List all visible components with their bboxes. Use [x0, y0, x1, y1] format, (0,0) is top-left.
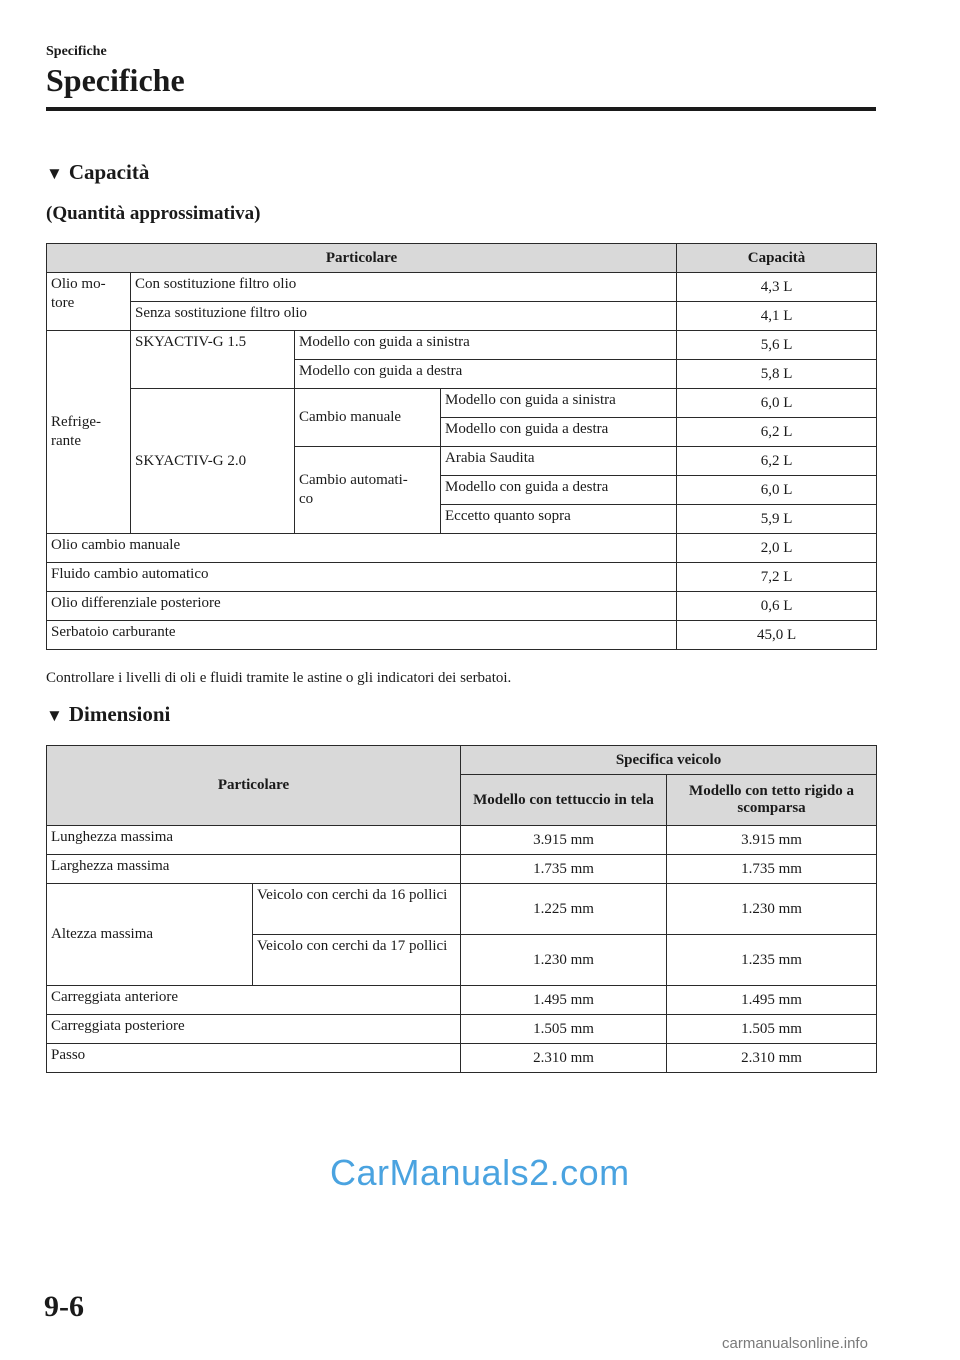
row-item: Modello con guida a destra [295, 360, 677, 389]
row-value: 1.230 mm [461, 935, 667, 986]
table-row [47, 273, 877, 302]
row-value: 6,0 L [677, 389, 877, 418]
row-item: Modello con guida a sinistra [441, 389, 677, 418]
capacita-heading-text: Capacità [68, 160, 150, 184]
watermark-logo: CarManuals2.com [330, 1152, 630, 1193]
row-item: Eccetto quanto sopra [441, 505, 677, 534]
col-particolare: Particolare [47, 244, 677, 273]
row-value: 5,6 L [677, 331, 877, 360]
row-value: 7,2 L [677, 563, 877, 592]
row-item: Carreggiata posteriore [47, 1015, 461, 1044]
altezza-label: Altezza massima [47, 884, 253, 986]
row-item: Carreggiata anteriore [47, 986, 461, 1015]
capacity-note: Controllare i livelli di oli e fluidi tramite le astine o gli indicatori dei serbatoi. [46, 670, 512, 686]
title-rule [46, 107, 876, 111]
footer-site-link[interactable]: carmanualsonline.info [722, 1335, 868, 1352]
row-item: Olio cambio manuale [47, 534, 677, 563]
row-value: 4,3 L [677, 273, 877, 302]
row-item: Senza sostituzione filtro olio [131, 302, 677, 331]
capacita-heading [46, 160, 149, 185]
row-value: 1.735 mm [667, 855, 877, 884]
triangle-down-icon: ▼ [46, 164, 63, 183]
table-row [47, 563, 877, 592]
col-capacita: Capacità [677, 244, 877, 273]
engine-g20-label: SKYACTIV-G 2.0 [131, 389, 295, 534]
row-value: 1.225 mm [461, 884, 667, 935]
row-value: 0,6 L [677, 592, 877, 621]
table-row [47, 855, 877, 884]
row-item: Arabia Saudita [441, 447, 677, 476]
col-particolare: Particolare [47, 746, 461, 826]
row-item: Modello con guida a destra [441, 418, 677, 447]
row-value: 1.230 mm [667, 884, 877, 935]
row-value: 1.235 mm [667, 935, 877, 986]
row-value: 2.310 mm [461, 1044, 667, 1073]
table-row [47, 302, 877, 331]
row-value: 5,9 L [677, 505, 877, 534]
row-value: 5,8 L [677, 360, 877, 389]
row-value: 6,2 L [677, 418, 877, 447]
cambio-manuale-label: Cambio manuale [295, 389, 441, 447]
engine-g15-label: SKYACTIV-G 1.5 [131, 331, 295, 389]
col-model-tela: Modello con tettuccio in tela [461, 775, 667, 826]
table-row [47, 884, 877, 935]
table-row [47, 331, 877, 360]
row-value: 6,2 L [677, 447, 877, 476]
col-specifica-veicolo: Specifica veicolo [461, 746, 877, 775]
row-value: 1.505 mm [667, 1015, 877, 1044]
row-item: Lunghezza massima [47, 826, 461, 855]
row-item: Con sostituzione filtro olio [131, 273, 677, 302]
running-head: Specifiche [46, 44, 107, 59]
page-title: Specifiche [46, 62, 185, 98]
row-item: Fluido cambio automatico [47, 563, 677, 592]
row-item: Veicolo con cerchi da 16 pollici [253, 884, 461, 935]
table-row [47, 621, 877, 650]
row-item: Modello con guida a sinistra [295, 331, 677, 360]
row-value: 45,0 L [677, 621, 877, 650]
row-value: 2,0 L [677, 534, 877, 563]
table-row [47, 389, 877, 418]
row-value: 1.735 mm [461, 855, 667, 884]
capacity-table [46, 243, 877, 650]
table-row [47, 826, 877, 855]
row-value: 3.915 mm [667, 826, 877, 855]
dimensions-table [46, 745, 877, 1073]
row-item: Larghezza massima [47, 855, 461, 884]
refrigerante-label: Refrige- rante [47, 331, 131, 534]
row-value: 1.495 mm [461, 986, 667, 1015]
dimensioni-heading [46, 702, 170, 727]
table-row [47, 1044, 877, 1073]
capacita-subheading: (Quantità approssimativa) [46, 203, 261, 224]
dimensions-header-row [47, 746, 877, 775]
row-item: Veicolo con cerchi da 17 pollici [253, 935, 461, 986]
row-value: 3.915 mm [461, 826, 667, 855]
row-item: Passo [47, 1044, 461, 1073]
row-item: Serbatoio carburante [47, 621, 677, 650]
olio-motore-label: Olio mo- tore [47, 273, 131, 331]
row-value: 2.310 mm [667, 1044, 877, 1073]
capacity-header-row [47, 244, 877, 273]
triangle-down-icon: ▼ [46, 706, 63, 725]
cambio-automatico-label: Cambio automati- co [295, 447, 441, 534]
table-row [47, 534, 877, 563]
col-model-tetto-rigido: Modello con tetto rigido a scomparsa [667, 775, 877, 826]
row-value: 1.495 mm [667, 986, 877, 1015]
table-row [47, 592, 877, 621]
table-row [47, 1015, 877, 1044]
dimensioni-heading-text: Dimensioni [68, 702, 171, 726]
row-item: Olio differenziale posteriore [47, 592, 677, 621]
page-number: 9-6 [44, 1290, 84, 1323]
row-value: 4,1 L [677, 302, 877, 331]
table-row [47, 986, 877, 1015]
row-item: Modello con guida a destra [441, 476, 677, 505]
row-value: 1.505 mm [461, 1015, 667, 1044]
row-value: 6,0 L [677, 476, 877, 505]
